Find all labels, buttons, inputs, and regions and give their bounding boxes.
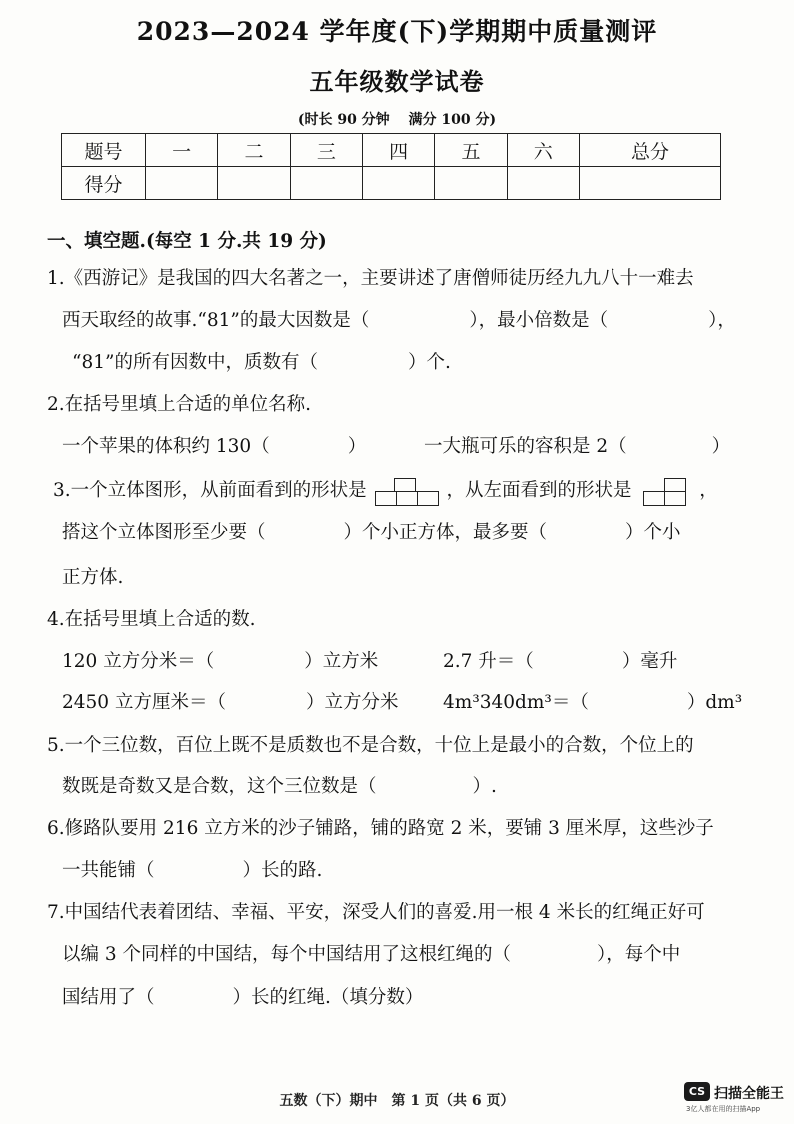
q3-line3: 正方体. — [62, 567, 124, 588]
q3-text: 3.一个立体图形，从前面看到的形状是 — [53, 480, 367, 501]
camscanner-logo: CS — [684, 1082, 710, 1101]
q1-text: ），最小倍数是（ — [469, 310, 609, 331]
score-table-header-row — [62, 134, 721, 167]
score-cell: 五 — [435, 134, 507, 167]
q2-line2b — [424, 432, 730, 458]
front-view-figure — [375, 476, 439, 506]
q7-line1: 7.中国结代表着团结、幸福、平安，深受人们的喜爱.用一根 4 米长的红绳正好可 — [47, 902, 705, 923]
score-cell: 题号 — [62, 134, 146, 167]
q4-item-a — [62, 647, 378, 673]
q3-line2 — [62, 518, 681, 544]
q4-line1: 4.在括号里填上合适的数. — [47, 609, 256, 630]
q6-text: 一共能铺（ — [62, 860, 155, 881]
q3-text: ， — [699, 480, 718, 501]
q4-item-b — [443, 647, 677, 673]
q4-text: ）dm³ — [686, 692, 743, 713]
q1-text: ）个. — [407, 352, 451, 373]
q1-text: 西天取经的故事.“81”的最大因数是（ — [62, 310, 370, 331]
cube-square — [375, 491, 397, 506]
score-cell: 六 — [507, 134, 579, 167]
q3-text: ，从左面看到的形状是 — [446, 480, 632, 501]
exam-title: 2023—2024 学年度(下)学期期中质量测评 — [136, 17, 658, 46]
score-input-cell[interactable] — [362, 167, 434, 200]
score-input-cell[interactable] — [146, 167, 218, 200]
q4-item-c — [62, 688, 398, 714]
score-table-score-row — [62, 167, 721, 200]
q7-line3 — [62, 983, 423, 1009]
cube-square — [396, 491, 418, 506]
scanner-watermark-name: 扫描全能王 — [714, 1086, 784, 1102]
q3-line1 — [53, 476, 718, 506]
cube-square — [643, 491, 665, 506]
score-table — [61, 133, 721, 200]
q5-text: ）. — [472, 776, 497, 797]
q2-text: 一个苹果的体积约 130（ — [62, 436, 270, 457]
q3-text: 搭这个立体图形至少要（ — [62, 522, 266, 543]
q1-line3 — [72, 348, 451, 374]
exam-subtitle: 五年级数学试卷 — [309, 67, 485, 96]
score-cell: 总分 — [579, 134, 720, 167]
q4-item-d — [443, 688, 742, 714]
q2-line2a — [62, 432, 366, 458]
scanner-watermark-subtitle: 3亿人都在用的扫描App — [686, 1105, 761, 1113]
q4-text: ）立方分米 — [305, 692, 399, 713]
cube-square — [417, 491, 439, 506]
q4-text: 2.7 升＝（ — [443, 651, 534, 672]
q1-text: “81”的所有因数中，质数有（ — [72, 352, 318, 373]
score-cell: 二 — [218, 134, 290, 167]
q6-line2 — [62, 856, 322, 882]
score-cell: 四 — [362, 134, 434, 167]
score-input-cell[interactable] — [290, 167, 362, 200]
score-cell: 得分 — [62, 167, 146, 200]
q3-text: ）个小正方体，最多要（ — [343, 522, 548, 543]
q4-text: 120 立方分米＝（ — [62, 651, 215, 672]
q4-text: 2450 立方厘米＝（ — [62, 692, 226, 713]
q2-line1: 2.在括号里填上合适的单位名称. — [47, 394, 312, 415]
exam-info: (时长 90 分钟 满分 100 分) — [297, 112, 497, 128]
score-input-cell[interactable] — [507, 167, 579, 200]
q2-text: 一大瓶可乐的容积是 2（ — [424, 436, 627, 457]
score-cell: 一 — [146, 134, 218, 167]
q1-line1: 1.《西游记》是我国的四大名著之一，主要讲述了唐僧师徒历经九九八十一难去 — [47, 268, 694, 289]
cube-square — [664, 478, 686, 492]
q7-text: ），每个中 — [597, 944, 681, 965]
score-cell: 三 — [290, 134, 362, 167]
score-input-cell[interactable] — [218, 167, 290, 200]
q5-text: 数既是奇数又是合数，这个三位数是（ — [62, 776, 377, 797]
page-footer: 五数（下）期中 第 1 页（共 6 页） — [279, 1093, 515, 1109]
q7-text: 国结用了（ — [62, 987, 155, 1008]
q2-text: ） — [347, 436, 367, 457]
q7-text: 以编 3 个同样的中国结，每个中国结用了这根红绳的（ — [62, 944, 512, 965]
q4-text: ）立方米 — [304, 651, 379, 672]
q6-line1: 6.修路队要用 216 立方米的沙子铺路，铺的路宽 2 米，要铺 3 厘米厚，这些沙子 — [47, 818, 714, 839]
q4-text: ）毫升 — [621, 651, 678, 672]
q4-text: 4m³340dm³＝（ — [443, 692, 589, 713]
score-input-cell[interactable] — [435, 167, 507, 200]
section-heading: 一、填空题.(每空 1 分.共 19 分) — [47, 231, 327, 252]
q7-line2 — [62, 940, 680, 966]
q5-line2 — [62, 772, 497, 798]
cube-square — [394, 478, 416, 492]
score-input-cell[interactable] — [579, 167, 720, 200]
q5-line1: 5.一个三位数，百位上既不是质数也不是合数，十位上是最小的合数，个位上的 — [47, 735, 694, 756]
q2-text: ） — [711, 436, 731, 457]
cube-square — [664, 491, 686, 506]
q3-text: ）个小 — [625, 522, 681, 543]
q6-text: ）长的路. — [242, 860, 323, 881]
left-view-figure — [643, 476, 687, 506]
q1-line2 — [62, 306, 736, 332]
q1-text: ）， — [708, 310, 736, 331]
q7-text: ）长的红绳.（填分数） — [232, 987, 424, 1008]
